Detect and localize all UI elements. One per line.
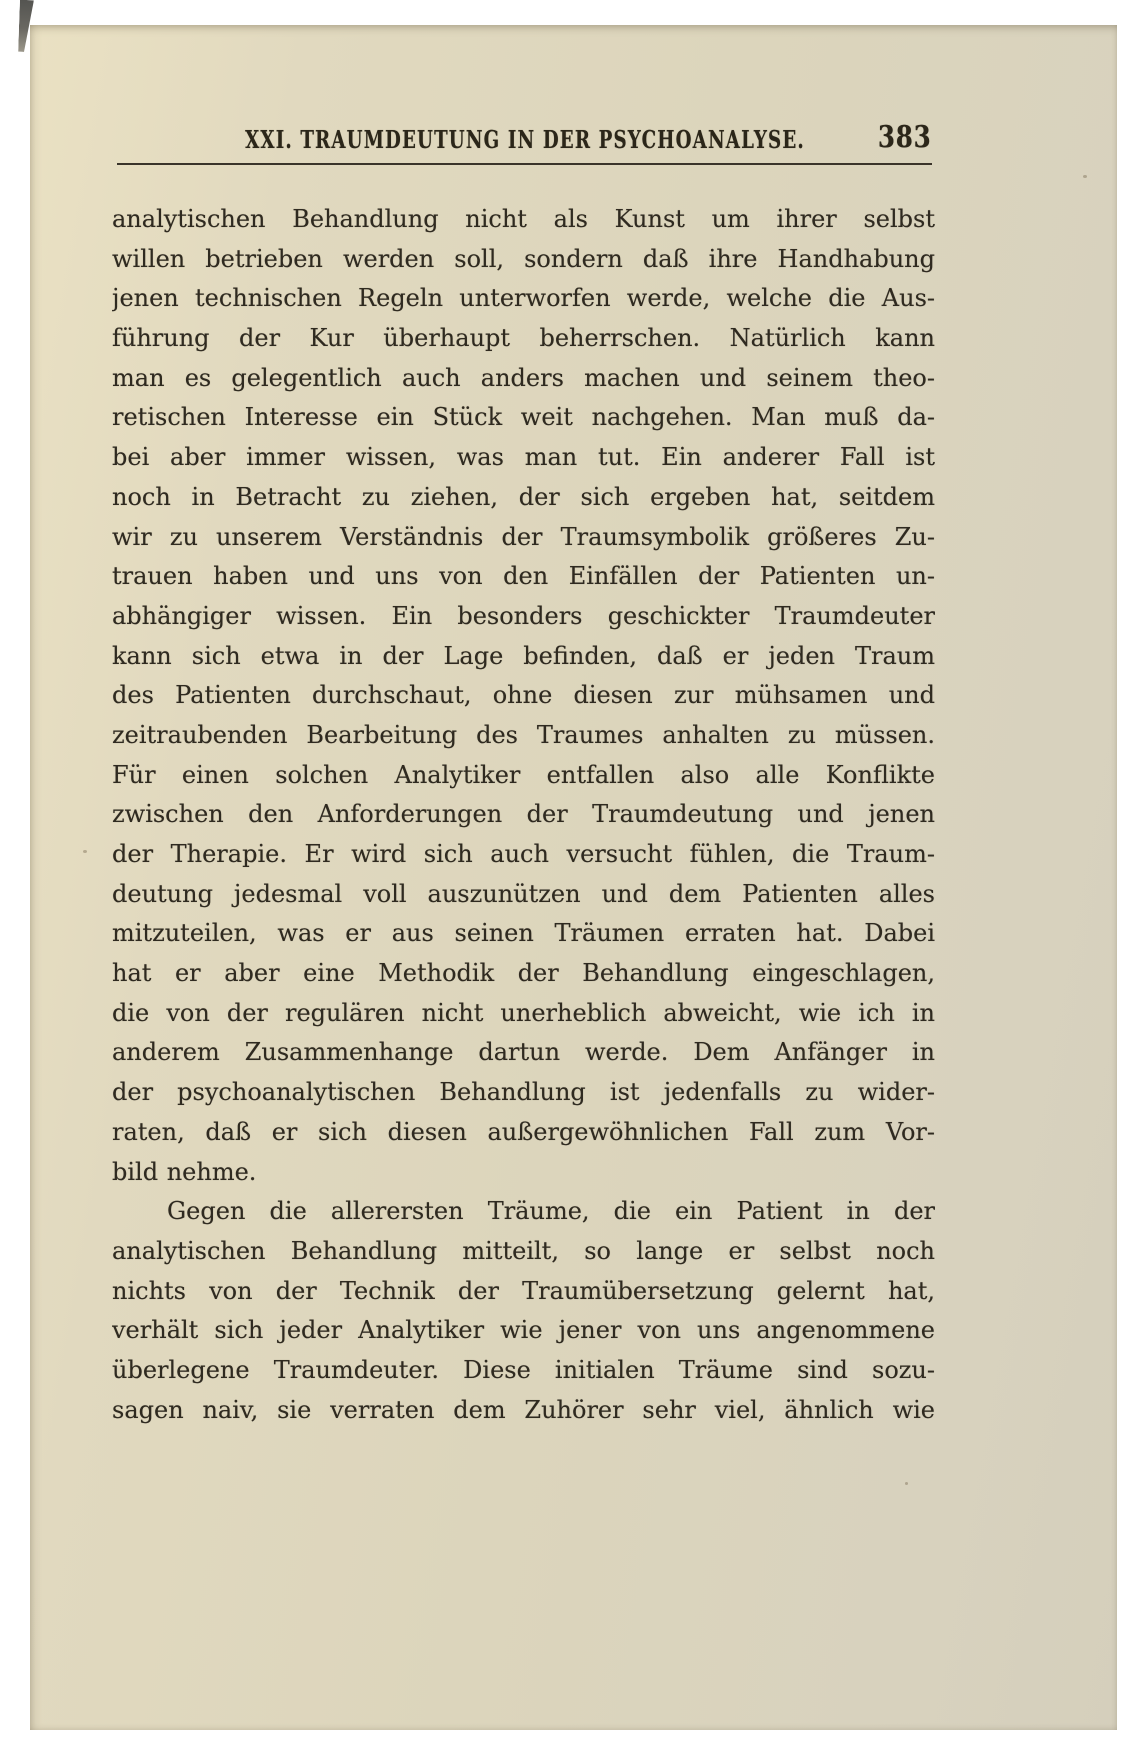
text-line: die von der regulären nicht unerheblich abweicht, wie ich in xyxy=(112,998,935,1027)
text-line: zeitraubenden Bearbeitung des Traumes anhalten zu müssen. xyxy=(112,720,935,749)
text-line: abhängiger wissen. Ein besonders geschickter Traumdeuter xyxy=(112,601,935,630)
paragraph xyxy=(112,1192,935,1430)
body-text xyxy=(112,200,935,1430)
text-line: führung der Kur überhaupt beherrschen. Natürlich kann xyxy=(112,324,935,353)
text-line: raten, daß er sich diesen außergewöhnlichen Fall zum Vor- xyxy=(112,1117,935,1146)
text-line: hat er aber eine Methodik der Behandlung eingeschlagen, xyxy=(112,959,935,988)
text-line: analytischen Behandlung nicht als Kunst um ihrer selbst xyxy=(112,205,935,233)
text-line: mitzuteilen, was er aus seinen Träumen erraten hat. Dabei xyxy=(112,919,935,948)
chapter-title: XXI. TRAUMDEUTUNG IN DER PSYCHOANALYSE. xyxy=(244,125,805,154)
text-line: deutung jedesmal voll auszunützen und dem Patienten alles xyxy=(112,879,935,908)
text-line: des Patienten durchschaut, ohne diesen zur mühsamen und xyxy=(112,681,935,710)
text-line: der psychoanalytischen Behandlung ist jedenfalls zu wider- xyxy=(112,1078,935,1107)
text-line: kann sich etwa in der Lage befinden, daß er jeden Traum xyxy=(112,641,935,670)
text-line: sagen naiv, sie verraten dem Zuhörer sehr viel, ähnlich wie xyxy=(112,1395,935,1424)
text-line: anderem Zusammenhange dartun werde. Dem Anfänger in xyxy=(112,1038,935,1067)
text-line: man es gelegentlich auch anders machen und seinem theo- xyxy=(112,363,935,392)
paragraph xyxy=(112,200,935,1192)
text-line: analytischen Behandlung mitteilt, so lange er selbst noch xyxy=(112,1236,935,1265)
text-line: zwischen den Anforderungen der Traumdeutung und jenen xyxy=(112,800,935,829)
text-line: wir zu unserem Verständnis der Traumsymbolik größeres Zu- xyxy=(112,522,935,551)
text-line: willen betrieben werden soll, sondern daß ihre Handhabung xyxy=(112,244,935,273)
text-line: bild nehme. xyxy=(112,1157,257,1186)
header-rule xyxy=(117,163,932,165)
text-line: überlegene Traumdeuter. Diese initialen Träume sind sozu- xyxy=(112,1355,935,1384)
text-line: nichts von der Technik der Traumübersetzung gelernt hat, xyxy=(112,1276,935,1305)
text-line: Für einen solchen Analytiker entfallen also alle Konflikte xyxy=(112,760,935,789)
page-number: 383 xyxy=(878,120,932,155)
paper-speck xyxy=(1083,175,1087,178)
text-line: noch in Betracht zu ziehen, der sich ergeben hat, seitdem xyxy=(112,482,935,511)
text-line: trauen haben und uns von den Einfällen der Patienten un- xyxy=(112,562,935,591)
text-line: verhält sich jeder Analytiker wie jener von uns angenommene xyxy=(112,1316,935,1345)
paper-speck xyxy=(83,850,87,853)
text-line: bei aber immer wissen, was man tut. Ein anderer Fall ist xyxy=(112,443,935,472)
page-header xyxy=(117,120,932,159)
text-line: der Therapie. Er wird sich auch versucht fühlen, die Traum- xyxy=(112,840,935,868)
paper-speck xyxy=(905,1482,908,1485)
book-page xyxy=(30,25,1117,1730)
text-line: retischen Interesse ein Stück weit nachgehen. Man muß da- xyxy=(112,403,935,432)
text-line: Gegen die allerersten Träume, die ein Patient in der xyxy=(167,1197,935,1226)
text-line: jenen technischen Regeln unterworfen werde, welche die Aus- xyxy=(112,284,935,313)
